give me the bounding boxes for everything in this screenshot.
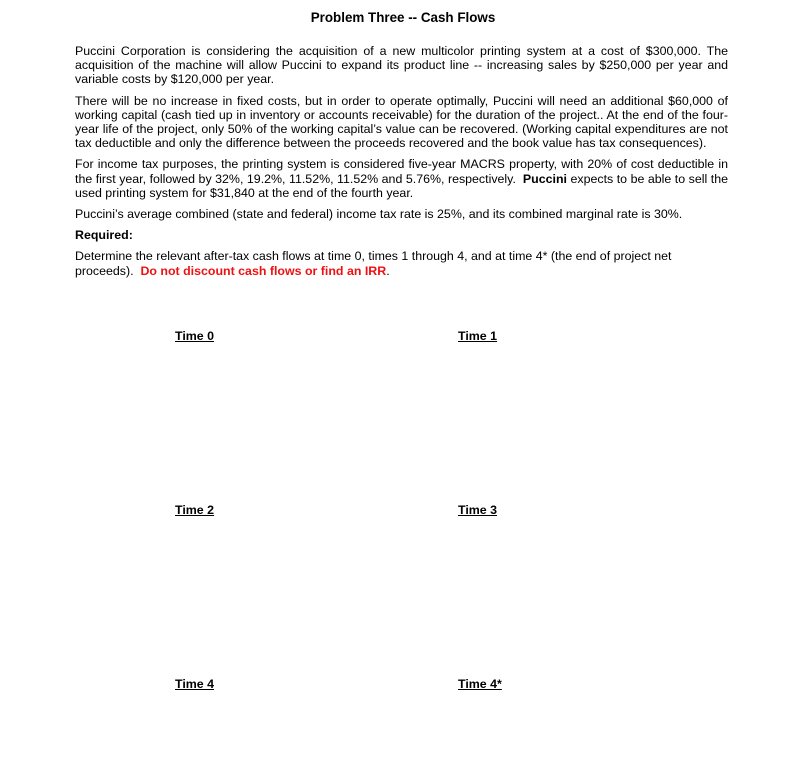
macrs-text: For income tax purposes, the printing system is considered five-year MACRS property, with 20% of cost deductible in the first year, followed by 32%, 19.2%, 11.52%, 11.52% and 5.76%, respectively. bbox=[75, 157, 728, 186]
paragraph-tax-rate: Puccini’s average combined (state and federal) income tax rate is 25%, and its combined marginal rate is 30%. bbox=[75, 207, 683, 222]
time-4-star-label: Time 4* bbox=[458, 677, 502, 691]
required-heading: Required: bbox=[75, 228, 133, 243]
time-1-label: Time 1 bbox=[458, 329, 498, 343]
warning-text: Do not discount cash flows or find an IRR bbox=[140, 263, 387, 278]
time-0-label: Time 0 bbox=[175, 329, 215, 343]
paragraph-acquisition: Puccini Corporation is considering the acquisition of a new multicolor printing system at a cost of $300,000. The acquisition of the machine will allow Puccini to expand its product line -- increasing sales by $250,000 per year and variable costs by $120,000 per year. bbox=[75, 44, 728, 87]
company-name-bold: Puccini bbox=[522, 171, 567, 186]
paragraph-macrs bbox=[75, 157, 728, 200]
page-title: Problem Three -- Cash Flows bbox=[310, 10, 496, 25]
time-2-label: Time 2 bbox=[175, 503, 215, 517]
time-4-label: Time 4 bbox=[175, 677, 215, 691]
salvage-text: expects to be able to sell the used printing system for $31,840 at the end of the fourth year. bbox=[75, 171, 728, 200]
instruction-trail: . bbox=[386, 263, 390, 278]
problem-body bbox=[75, 44, 728, 285]
paragraph-working-capital: There will be no increase in fixed costs, but in order to operate optimally, Puccini will need an additional $60,000 of working capital (cash tied up in inventory or accounts receivable) for the duration of the project.. At the end of the four-year life of the project, only 50% of the working capital’s value can be recovered. (Working capital expenditures are not tax deductible and only the difference between the proceeds recovered and the book value has tax consequences). bbox=[75, 93, 728, 151]
instruction-text: Determine the relevant after-tax cash flows at time 0, times 1 through 4, and at time 4* (the end of project net proceeds). bbox=[75, 249, 672, 278]
paragraph-instruction bbox=[75, 249, 728, 277]
time-3-label: Time 3 bbox=[458, 503, 498, 517]
